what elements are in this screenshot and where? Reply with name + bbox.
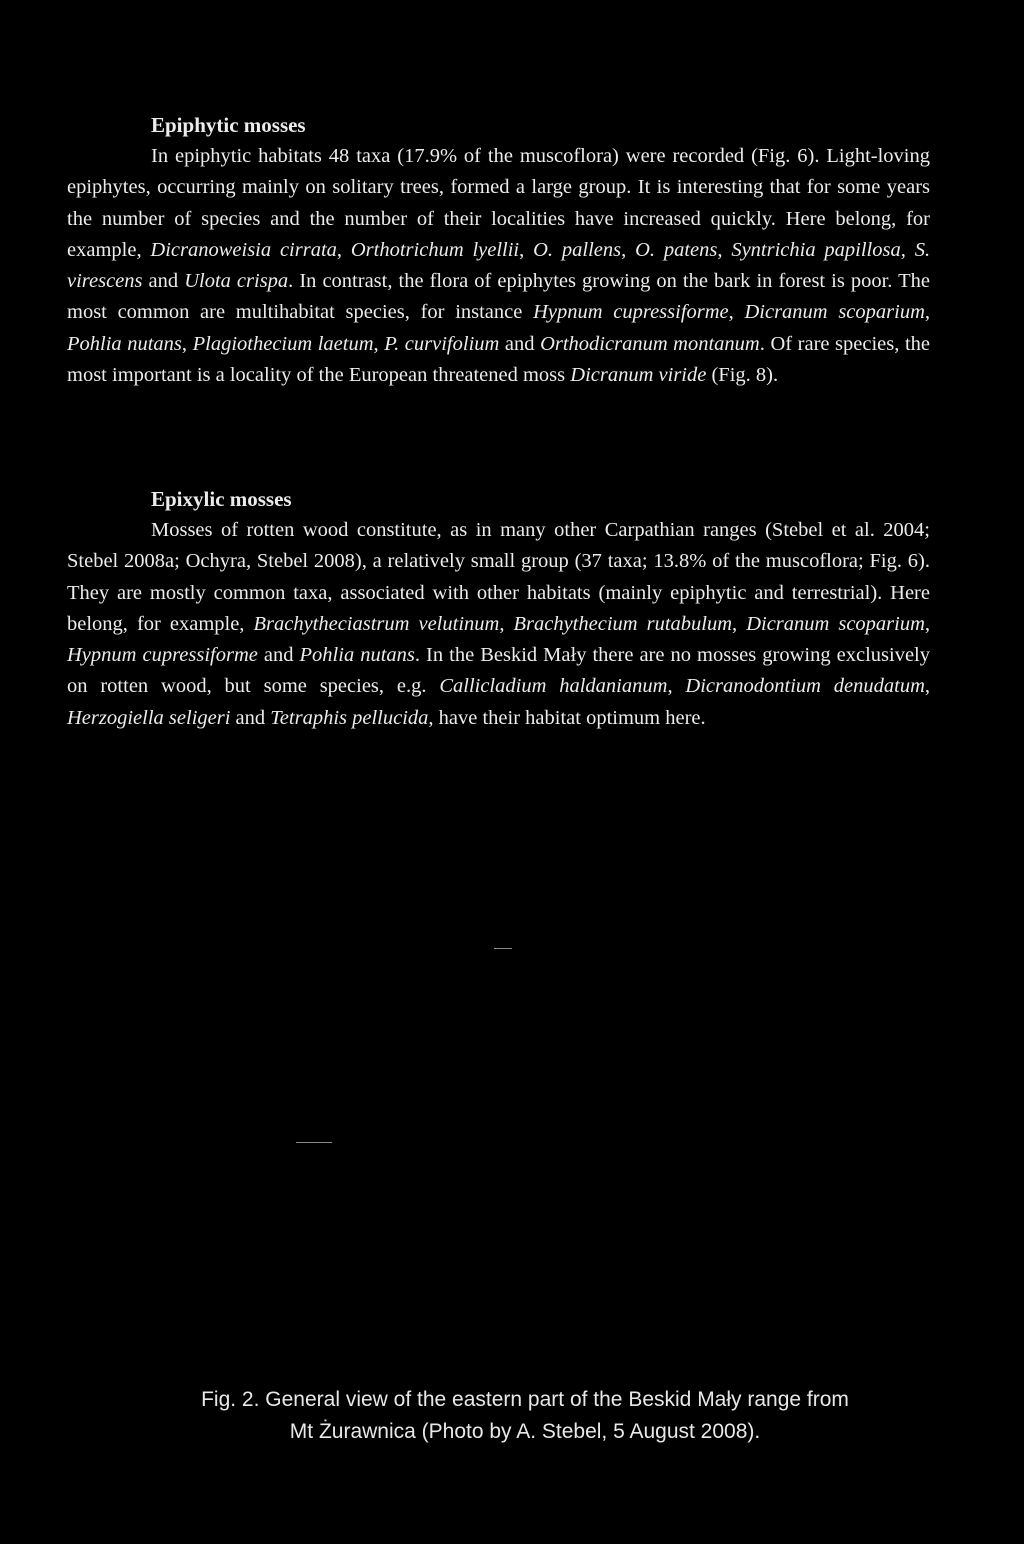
species-name: Callicladium haldanianum xyxy=(439,675,668,698)
section-epiphytic-mosses xyxy=(67,110,930,391)
species-name: Brachythecium rutabulum xyxy=(513,612,733,635)
species-name: O. pallens xyxy=(533,238,622,261)
species-name: O. patens xyxy=(635,238,718,261)
photo-speck xyxy=(296,1142,332,1143)
species-name: Ulota crispa xyxy=(184,270,289,293)
species-name: Brachytheciastrum velutinum xyxy=(253,612,500,635)
species-name: Orthotrichum lyellii xyxy=(350,238,520,261)
species-name: Tetraphis pellucida xyxy=(270,706,429,729)
figure-caption-line: Mt Żurawnica (Photo by A. Stebel, 5 August 2008). xyxy=(289,1420,761,1443)
species-name: Hypnum cupressiforme xyxy=(67,644,258,667)
section-paragraph: Mosses of rotten wood constitute, as in many other Carpathian ranges (Stebel et al. 2004; Stebel 2008a; Ochyra, Stebel 2008), a relatively small group (37 taxa; 13.8% of the muscoflora; Fig. 6). They are mostly common taxa, associated with other habitats (mainly epiphytic and terrestrial). Here belong, for example, Brachytheciastrum velutinum, Brachythecium rutabulum, Dicranum scoparium, Hypnum cupressiforme and Pohlia nutans. In the Beskid Mały there are no mosses growing exclusively on rotten wood, but some species, e.g. Callicladium haldanianum, Dicranodontium denudatum, Herzogiella seligeri and Tetraphis pellucida, have their habitat optimum here. xyxy=(67,519,931,729)
species-name: Dicranum scoparium xyxy=(744,301,925,324)
species-name: Hypnum cupressiforme xyxy=(533,301,729,324)
species-name: P. curvifolium xyxy=(384,332,500,355)
species-name: Syntrichia papillosa xyxy=(731,238,901,261)
species-name: Plagiothecium laetum xyxy=(192,332,374,355)
photo-speck xyxy=(494,948,512,949)
species-name: Pohlia nutans xyxy=(67,332,182,355)
species-name: Dicranum scoparium xyxy=(746,612,925,635)
species-name: Dicranoweisia cirrata xyxy=(150,238,337,261)
section-heading: Epixylic mosses xyxy=(151,487,292,511)
species-name: S. virescens xyxy=(67,238,931,293)
species-name: Dicranum viride xyxy=(570,364,707,387)
species-name: Herzogiella seligeri xyxy=(67,706,231,729)
section-epixylic-mosses xyxy=(67,484,930,734)
species-name: Dicranodontium denudatum xyxy=(685,675,925,698)
species-name: Orthodicranum montanum xyxy=(540,332,760,355)
figure-caption xyxy=(100,1384,950,1448)
section-heading: Epiphytic mosses xyxy=(151,113,306,137)
figure-caption-line: Fig. 2. General view of the eastern part of the Beskid Mały range from xyxy=(201,1388,849,1411)
section-paragraph: In epiphytic habitats 48 taxa (17.9% of the muscoflora) were recorded (Fig. 6). Light-loving epiphytes, occurring mainly on solitary trees, formed a large group. It is interesting that for some years the number of species and the number of their localities have increased quickly. Here belong, for example, Dicranoweisia cirrata, Orthotrichum lyellii, O. pallens, O. patens, Syntrichia papillosa, S. virescens and Ulota crispa. In contrast, the flora of epiphytes growing on the bark in forest is poor. The most common are multihabitat species, for instance Hypnum cupressiforme, Dicranum scoparium, Pohlia nutans, Plagiothecium laetum, P. curvifolium and Orthodicranum montanum. Of rare species, the most important is a locality of the European threatened moss Dicranum viride (Fig. 8). xyxy=(67,145,931,387)
species-name: Pohlia nutans xyxy=(299,644,415,667)
